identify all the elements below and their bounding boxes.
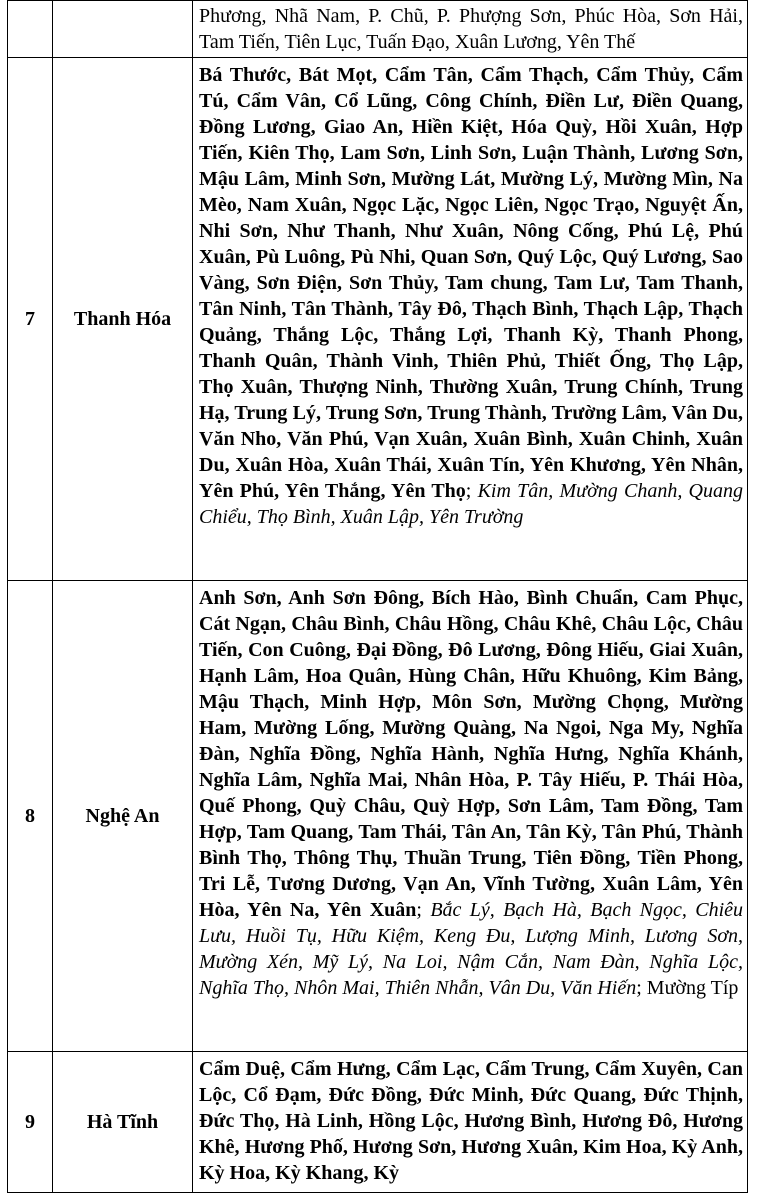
bold-communes: Anh Sơn, Anh Sơn Đông, Bích Hào, Bình Chuẩn, Cam Phục, Cát Ngạn, Châu Bình, Châu Hồng, Châu Khê, Châu Lộc, Châu Tiến, Con Cuông, Đại Đồng, Đô Lương, Đông Hiếu, Giai Xuân, Hạnh Lâm, Hoa Quân, Hùng Chân, Hữu Khuông, Kim Bảng, Mậu Thạch, Minh Hợp, Môn Sơn, Mường Chọng, Mường Ham, Mường Lống, Mường Quàng, Na Ngoi, Nga My, Nghĩa Đàn, Nghĩa Đồng, Nghĩa Hành, Nghĩa Hưng, Nghĩa Khánh, Nghĩa Lâm, Nghĩa Mai, Nhân Hòa, P. Tây Hiếu, P. Thái Hòa, Quế Phong, Quỳ Châu, Quỳ Hợp, Sơn Lâm, Tam Đồng, Tam Hợp, Tam Quang, Tam Thái, Tân An, Tân Kỳ, Tân Phú, Thành Bình Thọ, Thông Thụ, Thuần Trung, Tiên Đồng, Tiền Phong, Tri Lễ, Tương Dương, Vạn An, Vĩnh Tường, Xuân Lâm, Yên Hòa, Yên Na, Yên Xuân [199, 587, 743, 921]
row-number [8, 1, 53, 58]
plain-communes: Mường Típ [646, 977, 739, 999]
italic-communes: Kim Tân, Mường Chanh, Quang Chiểu, Thọ Bình, Xuân Lập, Yên Trường [199, 480, 744, 528]
province-name [53, 1, 193, 58]
row-number: 7 [8, 58, 53, 581]
bold-communes: Cẩm Duệ, Cẩm Hưng, Cẩm Lạc, Cẩm Trung, Cẩm Xuyên, Can Lộc, Cổ Đạm, Đức Đồng, Đức Minh, Đức Quang, Đức Thịnh, Đức Thọ, Hà Linh, Hồng Lộc, Hương Bình, Hương Đô, Hương Khê, Hương Phố, Hương Sơn, Hương Xuân, Kim Hoa, Kỳ Anh, Kỳ Hoa, Kỳ Khang, Kỳ [199, 1058, 743, 1184]
row-number: 9 [8, 1052, 53, 1193]
separator: ; [465, 480, 478, 502]
separator: ; [416, 899, 431, 921]
commune-list [193, 1, 748, 58]
province-name: Thanh Hóa [53, 58, 193, 581]
plain-communes: Phương, Nhã Nam, P. Chũ, P. Phượng Sơn, Phúc Hòa, Sơn Hải, Tam Tiến, Tiên Lục, Tuấn Đạo, Xuân Lương, Yên Thế [199, 5, 743, 53]
table-row [8, 581, 748, 1052]
table-row [8, 1, 748, 58]
commune-list [193, 1052, 748, 1193]
table-row [8, 1052, 748, 1193]
commune-table [7, 0, 748, 1193]
row-number: 8 [8, 581, 53, 1052]
commune-list [193, 58, 748, 581]
table-row [8, 58, 748, 581]
separator: ; [636, 977, 647, 999]
italic-communes: Bắc Lý, Bạch Hà, Bạch Ngọc, Chiêu Lưu, Huồi Tụ, Hữu Kiệm, Keng Đu, Lượng Minh, Lương Sơn, Mường Xén, Mỹ Lý, Na Loi, Nậm Cắn, Nam Đàn, Nghĩa Lộc, Nghĩa Thọ, Nhôn Mai, Thiên Nhẫn, Vân Du, Văn Hiến [199, 899, 744, 999]
province-name: Nghệ An [53, 581, 193, 1052]
commune-list [193, 581, 748, 1052]
bold-communes: Bá Thước, Bát Mọt, Cẩm Tân, Cẩm Thạch, Cẩm Thủy, Cẩm Tú, Cẩm Vân, Cổ Lũng, Công Chính, Điền Lư, Điền Quang, Đồng Lương, Giao An, Hiền Kiệt, Hóa Quỳ, Hồi Xuân, Hợp Tiến, Kiên Thọ, Lam Sơn, Linh Sơn, Luận Thành, Lương Sơn, Mậu Lâm, Minh Sơn, Mường Lát, Mường Lý, Mường Mìn, Na Mèo, Nam Xuân, Ngọc Lặc, Ngọc Liên, Ngọc Trạo, Nguyệt Ấn, Nhi Sơn, Như Thanh, Như Xuân, Nông Cống, Phú Lệ, Phú Xuân, Pù Luông, Pù Nhi, Quan Sơn, Quý Lộc, Quý Lương, Sao Vàng, Sơn Điện, Sơn Thủy, Tam chung, Tam Lư, Tam Thanh, Tân Ninh, Tân Thành, Tây Đô, Thạch Bình, Thạch Lập, Thạch Quảng, Thắng Lộc, Thắng Lợi, Thanh Kỳ, Thanh Phong, Thanh Quân, Thành Vinh, Thiên Phủ, Thiết Ống, Thọ Lập, Thọ Xuân, Thượng Ninh, Thường Xuân, Trung Chính, Trung Hạ, Trung Lý, Trung Sơn, Trung Thành, Trường Lâm, Vân Du, Văn Nho, Văn Phú, Vạn Xuân, Xuân Bình, Xuân Chinh, Xuân Du, Xuân Hòa, Xuân Thái, Xuân Tín, Yên Khương, Yên Nhân, Yên Phú, Yên Thắng, Yên Thọ [199, 64, 743, 502]
province-name: Hà Tĩnh [53, 1052, 193, 1193]
